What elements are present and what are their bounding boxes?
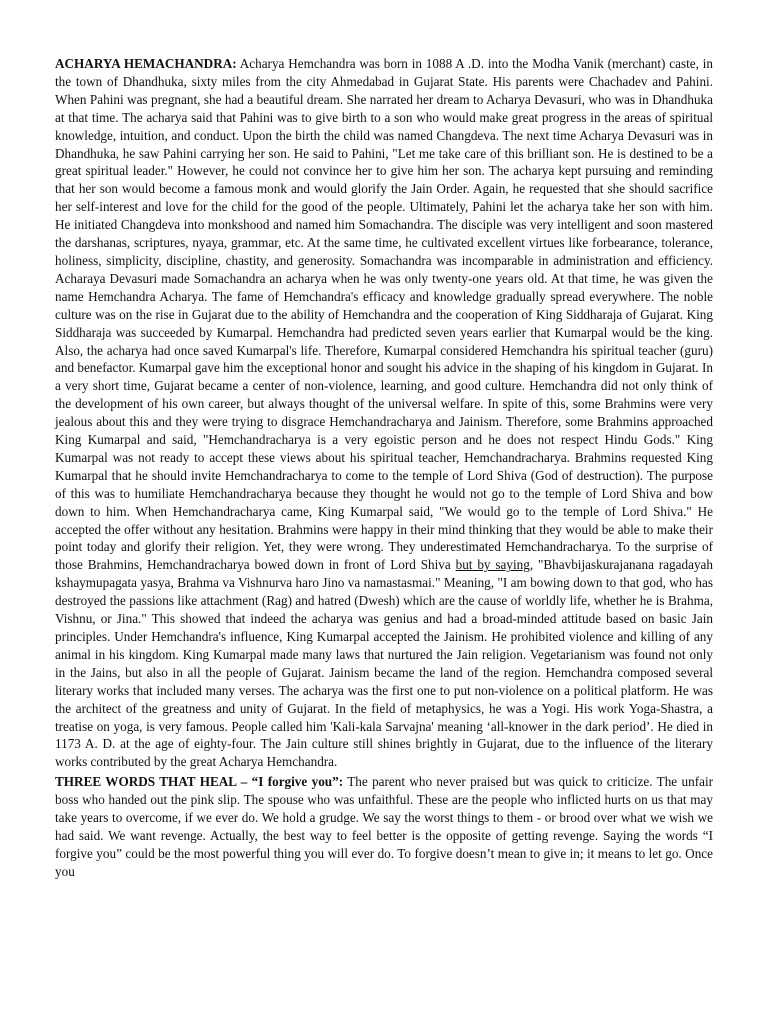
body-text: , "Bhavbijaskurajanana ragadayah kshaymupagata yasya, Brahma va Vishnurva haro Jino va namastasmai." Meaning, "I am bowing down to that god, who has destroyed the passions like attachment (Rag) and hatred (Dwesh) which are the cause of worldly life, whether he is Brahma, Vishnu, or Jina." This showed that indeed the acharya was genius and had a broad-minded attitude based on basic Jain principles. Under Hemchandra's influence, King Kumarpal accepted the Jainism. He prohibited violence and killing of any animal in his kingdom. King Kumarpal made many laws that nurtured the Jain religion. Vegetarianism was found not only in the Jains, but also in all the people of Gujarat. Jainism became the land of the region. Hemchandra composed several literary works that included many verses. The acharya was the first one to put non-violence on a political platform. He was the architect of the greatness and unity of Gujarat. In the field of metaphysics, he was a Yogi. His work Yoga-Shastra, a treatise on yoga, is very famous. People called him 'Kali-kala Sarvajna' meaning ‘all-knower in the dark period’. He died in 1173 A. D. at the age of eighty-four. The Jain culture still shines brightly in Gujarat, due to the influence of the literary works contributed by the great Acharya Hemchandra. — [55, 557, 713, 770]
underlined-text: but by saying — [455, 557, 530, 573]
paragraph-acharya-hemachandra — [55, 55, 713, 771]
paragraph-three-words-that-heal — [55, 773, 713, 880]
section-heading-acharya-hemachandra: ACHARYA HEMACHANDRA: — [55, 56, 237, 71]
body-text: The parent who never praised but was quick to criticize. The unfair boss who handed out the pink slip. The spouse who was unfaithful. These are the people who inflicted hurts on us that may take years to overcome, if we ever do. We hold a grudge. We say the worst things to them - or brood over what we wish we had said. We want revenge. Actually, the best way to feel better is the opposite of getting revenge. Saying the words “I forgive you” could be the most powerful thing you will ever do. To forgive doesn’t mean to give in; it means to let go. Once you — [55, 774, 713, 879]
body-text: Acharya Hemchandra was born in 1088 A .D. into the Modha Vanik (merchant) caste, in the town of Dhandhuka, sixty miles from the city Ahmedabad in Gujarat State. His parents were Chachadev and Pahini. When Pahini was pregnant, she had a beautiful dream. She narrated her dream to Acharya Devasuri, who was in Dhandhuka at that time. The acharya said that Pahini was to give birth to a son who would make great progress in the areas of spiritual knowledge, intuition, and conduct. Upon the birth the child was named Changdeva. The next time Acharya Devasuri was in Dhandhuka, he saw Pahini carrying her son. He said to Pahini, "Let me take care of this brilliant son. He is destined to be a great spiritual leader." However, he could not convince her to give him her son. The acharya kept pursuing and reminding that her son would become a famous monk and would glorify the Jain Order. Again, he requested that she should sacrifice her self-interest and love for the child for the good of the people. Ultimately, Pahini let the acharya take her son with him. He initiated Changdeva into monkshood and named him Somachandra. The disciple was very intelligent and soon mastered the darshanas, scriptures, nyaya, grammar, etc. At the same time, he cultivated excellent virtues like forbearance, tolerance, holiness, simplicity, discipline, chastity, and generosity. Somachandra was incomparable in administration and efficiency. Acharaya Devasuri made Somachandra an acharya when he was only twenty-one years old. At that time, he was given the name Hemchandra Acharya. The fame of Hemchandra's efficacy and knowledge gradually spread everywhere. The noble culture was on the rise in Gujarat due to the ability of Hemchandra and the cooperation of King Siddharaja of Gujarat. King Siddharaja was succeeded by Kumarpal. Hemchandra had predicted seven years earlier that Kumarpal would be the king. Also, the acharya had once saved Kumarpal's life. Therefore, Kumarpal considered Hemchandra his spiritual teacher (guru) and benefactor. Kumarpal gave him the exceptional honor and sought his advice in the shaping of his kingdom in Gujarat. In a very short time, Gujarat became a center of non-violence, learning, and good culture. Hemchandra did not only think of the development of his own career, but always thought of the universal welfare. In spite of this, some Brahmins were very jealous about this and they were trying to disgrace Hemchandracharya and Jainism. Therefore, some Brahmins approached King Kumarpal and said, "Hemchandracharya is a very egoistic person and he does not respect Hindu Gods." King Kumarpal was not ready to accept these views about his spiritual teacher, Hemchandracharya. Brahmins requested King Kumarpal that he should invite Hemchandracharya to come to the temple of Lord Shiva (God of destruction). The purpose of this was to humiliate Hemchandracharya because they thought he would not go to the temple of Lord Shiva and bow down to him. When Hemchandracharya came, King Kumarpal said, "We would go to the temple of Lord Shiva." He accepted the offer without any hesitation. Brahmins were happy in their mind thinking that they would be able to make their point today and glorify their religion. Yet, they were wrong. They underestimated Hemchandracharya. To the surprise of those Brahmins, Hemchandracharya bowed down in front of Lord Shiva — [55, 56, 713, 573]
section-heading-three-words-that-heal: THREE WORDS THAT HEAL – “I forgive you”: — [55, 774, 344, 790]
